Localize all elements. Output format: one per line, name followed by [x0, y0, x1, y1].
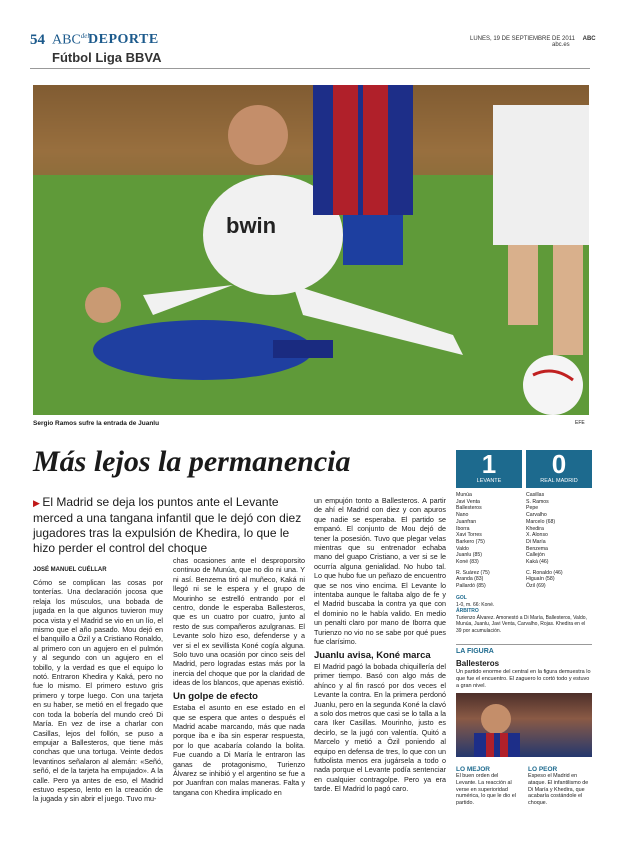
- lineup-player: Higuaín (58): [526, 576, 555, 583]
- figura-name: Ballesteros: [456, 659, 500, 668]
- match-photo: [33, 85, 589, 415]
- referee-text: Turienzo Álvarez. Amonestó a Di María, Ballesteros, Valdo, Munúa, Juanlu, Javi Venta, Carvalho, Rojas. Khedira en el 39 por acumulación.: [456, 614, 587, 634]
- subhead-golpe: Un golpe de efecto: [173, 690, 258, 702]
- body-column-3-text-a: un empujón tonto a Ballesteros. A partir de ahí el Madrid con diez y con apuros que nadie se esperaba. El partido se empanó. El conjunto de Mou dejó de tener la posesión. Tuvo que plegar velas mientras que su entrenador echaba mano del guapo Cristiano, a ver si se le ocurría alguna genialidad. No hubo tal. Lo que hubo fue un peñazo de encuentro que se nos vino encima. El Levante lo intentaba aunque le faltaba algo de fe y el Madrid buscaba la contra ya que con el dominio no le había valido. En medio un penalti claro por mano de Iborra que Turienzo no vio no se sabe por qué pues fue clarísimo.: [314, 496, 446, 647]
- lineup-player: Özil (69): [526, 583, 546, 590]
- page-number: 54: [30, 32, 45, 48]
- body-column-2-text-b: Estaba el asunto en ese estado en el que se espera que antes o después el Madrid acabe marcando, más que nada porque iba e iba sin esperar respuesta, por lo que acabaría colando la bolita. Fue cuando a Di María le entraron las ganas de protagonismo, Turienzo Álvarez se inhibió y el argentino se fue a por Juanfran con malas maneras. Falta y tangana con Khedira implicado en: [173, 703, 305, 797]
- lineup-player: Kaká (46): [526, 559, 549, 566]
- figura-title: LA FIGURA: [456, 648, 494, 655]
- lineup-player: Marcelo (68): [526, 518, 556, 525]
- lineup-player: Di María: [526, 538, 546, 545]
- brand-sup: del: [80, 32, 90, 40]
- lineup-player: Aranda (83): [456, 576, 484, 583]
- goals-text: 1-0, m. 66: Koné.: [456, 601, 495, 608]
- figura-text: Un partido enorme del central en la figura demuestra lo que fue el encuentro. El zaguero lo cortó todo y estuvo a gran nivel.: [456, 669, 591, 689]
- lineup-player: Barkero (75): [456, 538, 485, 545]
- body-column-2-text-a: chas ocasiones ante el desproporsito continuo de Munúa, que no dio ni una. Y ni así. Benzema tiró al muñeco, Kaká ni llegó ni se le espera y el grupo de Mourinho se estrelló entrando por el centro, donde le esperaba Ballesteros, que es un cuatro por cuatro, junto al resto de sus compañeros azulgranas. El Levante solo hizo eso, defenderse y a ver si el ex sevillista Koné cogía alguna. Solo tuvo una ocasión por cinco seis del Madrid, pero logradas estas más por la inercia del choque que por la claridad de ideas de los blancos, que apenas existió.: [173, 556, 305, 688]
- jersey-text: bwin: [226, 213, 277, 238]
- date-line: [470, 36, 596, 48]
- away-team: REAL MADRID: [540, 478, 578, 484]
- lo-peor-text: Espeso el Madrid en ataque. El infantilismo de Di María y Khedira, que acabaría costándole el choque.: [528, 773, 589, 807]
- lineup-player: X. Alonso: [526, 532, 548, 539]
- referee-label: ÁRBITRO: [456, 608, 479, 614]
- lineup-player: Khedira: [526, 525, 544, 532]
- byline: JOSÉ MANUEL CUÉLLAR: [33, 567, 107, 573]
- lineup-player: Juanfran: [456, 518, 477, 525]
- photo-credit: EFE: [575, 420, 585, 426]
- lineup-player: Koné (83): [456, 559, 479, 566]
- away-score: 0: [551, 449, 567, 479]
- home-score: 1: [481, 449, 497, 479]
- lineup-player: Javi Venta: [456, 498, 480, 505]
- headline: Más lejos la permanencia: [33, 445, 351, 478]
- lineup-player: Pallardó (85): [456, 583, 486, 590]
- deck-text: El Madrid se deja los puntos ante el Levante merced a una tangana infantil que le dejó con diez jugadores tras la expulsión de Khedira, lo que le hizo perder el control del choque: [33, 495, 302, 555]
- body-column-3-text-b: El Madrid pagó la bobada chiquillería del primer tiempo. Basó con algo más de ahínco y al fin rascó por dos veces el Levante la contra. En la primera perdonó Juanlu, pero en la segunda Koné la clavó a solo dos metros que casi se lo talla a la cara Iker Casillas. Mourinho, justo es decirlo, se la jugó con valentía. Quitó a Marcelo y metió a Özil poniendo al equipo en defensa de tres, lo que con un futbolista menos era jugársela a todo o nada porque el Levante podía sentenciar en cualquier contragolpe. Pero ya era tarde. El Madrid lo pagó caro.: [314, 661, 446, 794]
- lo-mejor-title: LO MEJOR: [456, 766, 490, 773]
- body-column-1: Cómo se complican las cosas por tonterías. Una declaración jocosa que relaja los músculos, una bobada de jugada en la que algunos tuvieron muy poca vista y el Madrid se vio en un lío, el mismo que el año pasado. Mou dejó en el banquillo a Özil y a Cristiano Ronaldo, al primero con un agujero en el pulmón y al segundo con un agujero en el tobillo, y la verdad es que el equipo lo notó. Entraron Khedira y Kaká, pero no fue lo mismo. El primero estuvo gris primero y torpe luego. Con una tarjeta en su haber, se metió en el fregado que con toda la bobería del mundo creó Di María. En vez de irse a charlar con Casillas, lejos del follón, se puso a empujar a Ballesteros, que tiene más conchas que una tortuga. Veinte dedos levantinos señalaron al alemán: «Señó, señó, el de la tarjeta ha empujado». A la calle. Pero ya antes de eso, el Madrid estuvo espeso, lento en la creación de la jugada y sin abrir el juego. Tuvo mu-: [33, 578, 163, 804]
- home-score-box: [456, 450, 522, 488]
- lineup-player: Nano: [456, 512, 469, 519]
- away-lineup: [526, 492, 590, 590]
- deck: [33, 495, 313, 556]
- match-facts: [456, 595, 592, 634]
- lo-mejor: [456, 766, 520, 807]
- lo-peor-title: LO PEOR: [528, 766, 558, 773]
- figura-divider: [456, 644, 592, 645]
- lineup-player: Pepe: [526, 505, 539, 512]
- lineup-player: Juanlu (85): [456, 552, 482, 559]
- lineup-player: R. Suárez (75): [456, 569, 490, 576]
- lineup-player: Casillas: [526, 492, 545, 498]
- lineup-player: S. Ramos: [526, 498, 549, 505]
- photo-illustration: [33, 85, 589, 415]
- lineup-player: Carvalho: [526, 512, 547, 519]
- brand-logo: [52, 32, 89, 49]
- figura-photo-illustration: [456, 693, 592, 757]
- date-text: LUNES, 19 DE SEPTIEMBRE DE 2011: [470, 36, 575, 42]
- lineup-player: Ballesteros: [456, 505, 482, 512]
- subhead-juanlu: Juanlu avisa, Koné marca: [314, 649, 431, 661]
- date-brand: ABC: [582, 36, 596, 42]
- home-lineup: [456, 492, 520, 590]
- lineup-player: C. Ronaldo (46): [526, 569, 563, 576]
- lineup-player: Valdo: [456, 545, 469, 552]
- scoreboard: [456, 450, 592, 488]
- lineup-player: Benzema: [526, 545, 548, 552]
- away-score-box: [526, 450, 592, 488]
- lineup-player: Iborra: [456, 525, 470, 532]
- section-title: DEPORTE: [88, 32, 159, 47]
- photo-caption: Sergio Ramos sufre la entrada de Juanlu: [33, 420, 160, 427]
- subsection-title: Fútbol Liga BBVA: [52, 50, 162, 65]
- figura-photo: [456, 693, 592, 757]
- lineup-player: Xavi Torres: [456, 532, 482, 539]
- site-url: abc.es: [552, 42, 570, 48]
- header-divider: [30, 68, 590, 69]
- body-column-3: [314, 496, 446, 794]
- goals-label: GOL: [456, 595, 467, 601]
- lo-mejor-text: El buen orden del Levante. La reacción al verse en superioridad numérica, lo que le dio el partido.: [456, 773, 516, 807]
- lineup-player: Callejón: [526, 552, 545, 559]
- deck-arrow-icon: ▶: [33, 498, 43, 508]
- home-team: LEVANTE: [476, 478, 502, 484]
- body-column-2: [173, 556, 305, 797]
- lo-peor: [528, 766, 592, 807]
- lineup-player: Munúa: [456, 492, 472, 498]
- brand-name: ABC: [52, 32, 81, 48]
